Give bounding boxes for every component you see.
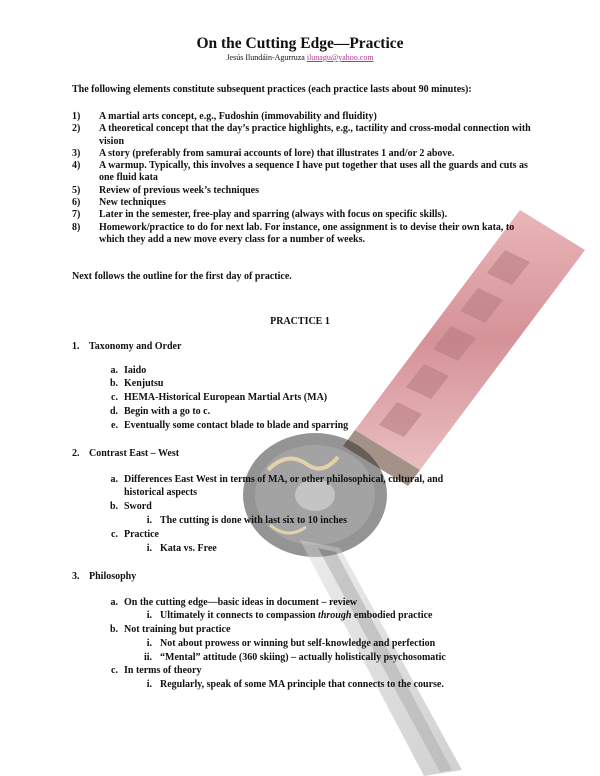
intro-paragraph: The following elements constitute subsequent practices (each practice lasts about 90 minutes):	[72, 84, 472, 95]
list-item: 7) Later in the semester, free-play and sparring (always with focus on specific skills).	[72, 209, 448, 221]
list-item: 1) A martial arts concept, e.g., Fudoshin (immovability and fluidity)	[72, 111, 377, 122]
author-email-link[interactable]: ilunagu@yahoo.com	[306, 53, 374, 62]
list-item: 5) Review of previous week’s techniques	[72, 184, 259, 196]
list-item: 6) New techniques	[72, 197, 166, 209]
list-item: 3) A story (preferably from samurai accounts of lore) that illustrates 1 and/or 2 above.	[72, 147, 455, 159]
list-item: 8) Homework/practice to do for next lab. For instance, one assignment is to devise their own kata, to which they add a new move every class for a number of weeks.	[72, 221, 515, 245]
practice-heading: PRACTICE 1	[270, 316, 330, 327]
author-name: Jesús Ilundáin-Agurruza	[226, 53, 305, 62]
practice-elements-list	[72, 111, 532, 246]
document-page: On the Cutting Edge—Practice Jesús Ilundáin-Agurruza ilunagu@yahoo.com The following elements constitute subsequent practices (each practice lasts about 90 minutes): 1) A martial arts concept, e.g., Fudoshin (immovability and fluidity) 2) A theoretical concept that the day’s practice highlights, e.g., tactility and cross-modal connection with vision 3) A story (preferably from samurai accounts of lore) that illustrates 1 and/or 2 above. 4) A warmup. Typically, this involves a sequence I have put together that uses all the guards and cuts as one fluid kata 5) Review of previous week’s techniques 6) New techniques 7) Later in the semester, free-play and sparring (always with focus on specific skills). 8) Homework/practice to do for next lab. For instance, one assignment is to devise their own kata, to which they add a new move every class for a number of weeks. Next follows the outline for the first day of practice. PRACTICE 1 1. Taxonomy and Order a. Iaido b. Kenjutsu c. HEMA-Historical European Martial Arts (MA) d. Begin with a go to c. e. Eventually some contact blade to blade and sparring 2. Contrast East – West a. Differences East West in terms of MA, or other philosophical, cultural, and historical aspects b. Sword i. The cutting is done with last six to 10 inches c. Practice i. Kata vs. Free 3. Philosophy a. On the cutting edge—basic ideas in document – review i. Ultimately it connects to compassion through embodied practice b. Not training but practice i. Not about prowess or winning but self-knowledge and perfection ii. “Mental” attitude (360 skiing) – actually holistically psychosomatic c. In terms of theory i. Regularly, speak of some MA principle that connects to the course.	[0, 0, 600, 776]
list-item: 2) A theoretical concept that the day’s practice highlights, e.g., tactility and cross-modal connection with vision	[72, 123, 531, 147]
next-paragraph: Next follows the outline for the first day of practice.	[72, 271, 292, 282]
document-title: On the Cutting Edge—Practice	[196, 35, 404, 52]
author-line	[0, 53, 600, 63]
list-item: 4) A warmup. Typically, this involves a sequence I have put together that uses all the guards and cuts as one fluid kata	[72, 160, 528, 184]
